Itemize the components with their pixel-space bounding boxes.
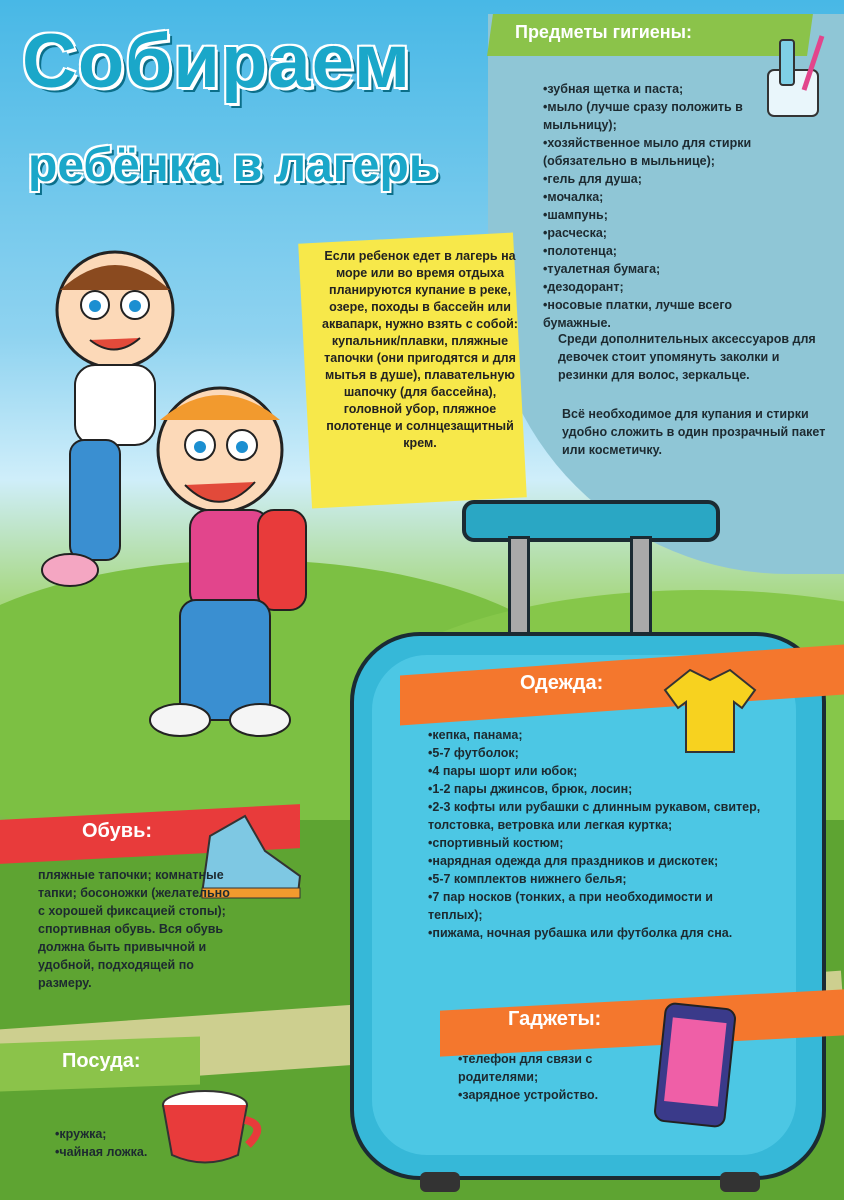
list-item: • 2-3 кофты или рубашки с длинным рукавом, свитер, толстовка, ветровка или легкая куртка; [428,798,768,834]
list-item: • спортивный костюм; [428,834,768,852]
list-item: • кружка; [55,1125,205,1143]
clothes-title: Одежда: [520,672,604,694]
clothes-list [428,726,768,942]
list-item: • 5-7 комплектов нижнего белья; [428,870,768,888]
list-item: • кепка, панама; [428,726,768,744]
suitcase-pole [630,536,652,642]
list-item: • 5-7 футболок; [428,744,768,762]
list-item: • телефон для связи с родителями; [458,1050,658,1086]
hygiene-extra-bag: Всё необходимое для купания и стирки удобно сложить в один прозрачный пакет или косметичку. [562,407,826,457]
swim-note: Если ребенок едет в лагерь на море или во время отдыха планируются купание в реке, озере, походы в бассейн или аквапарк, нужно взять с собой: купальник/плавки, пляжные тапочки (они пригодятся и для мытья в душе), плавательную шапочку (для бассейна), головной убор, пляжное полотенце и солнцезащитный крем. [322,249,518,450]
list-item: • туалетная бумага; [543,260,803,278]
list-item: • мочалка; [543,188,803,206]
list-item: • 4 пары шорт или юбок; [428,762,768,780]
list-item: • мыло (лучше сразу положить в мыльницу); [543,98,803,134]
list-item: • 7 пар носков (тонких, а при необходимости и теплых); [428,888,768,924]
shoes-text: пляжные тапочки; комнатные тапки; босоножки (желательно с хорошей фиксацией стопы); спортивная обувь. Вся обувь должна быть привычной и удобной, подходящей по размеру. [38,868,230,990]
list-item: • носовые платки, лучше всего бумажные. [543,296,803,332]
page-subtitle: ребёнка в лагерь [28,139,439,192]
list-item: • гель для душа; [543,170,803,188]
list-item: • дезодорант; [543,278,803,296]
list-item: • чайная ложка. [55,1143,205,1161]
dishes-list [55,1125,205,1161]
page-title: Собираем [22,19,412,104]
list-item: • пижама, ночная рубашка или футболка для сна. [428,924,768,942]
hygiene-extra-girls: Среди дополнительных аксессуаров для девочек стоит упомянуть заколки и резинки для волос, зеркальце. [558,332,816,382]
list-item: • шампунь; [543,206,803,224]
list-item: • 1-2 пары джинсов, брюк, лосин; [428,780,768,798]
hygiene-list [543,80,803,332]
phone-icon [652,1000,742,1130]
wheel [420,1172,460,1192]
suitcase-handle [462,500,720,542]
list-item: • нарядная одежда для праздников и дискотек; [428,852,768,870]
list-item: • хозяйственное мыло для стирки (обязательно в мыльнице); [543,134,803,170]
suitcase-pole [508,536,530,642]
list-item: • полотенца; [543,242,803,260]
hygiene-title: Предметы гигиены: [515,22,693,42]
list-item: • зубная щетка и паста; [543,80,803,98]
dishes-title: Посуда: [62,1050,141,1072]
gadgets-list [458,1050,658,1104]
list-item: • зарядное устройство. [458,1086,658,1104]
shoes-title: Обувь: [82,820,153,842]
list-item: • расческа; [543,224,803,242]
wheel [720,1172,760,1192]
gadgets-title: Гаджеты: [508,1008,602,1030]
children-illustration [10,250,310,770]
